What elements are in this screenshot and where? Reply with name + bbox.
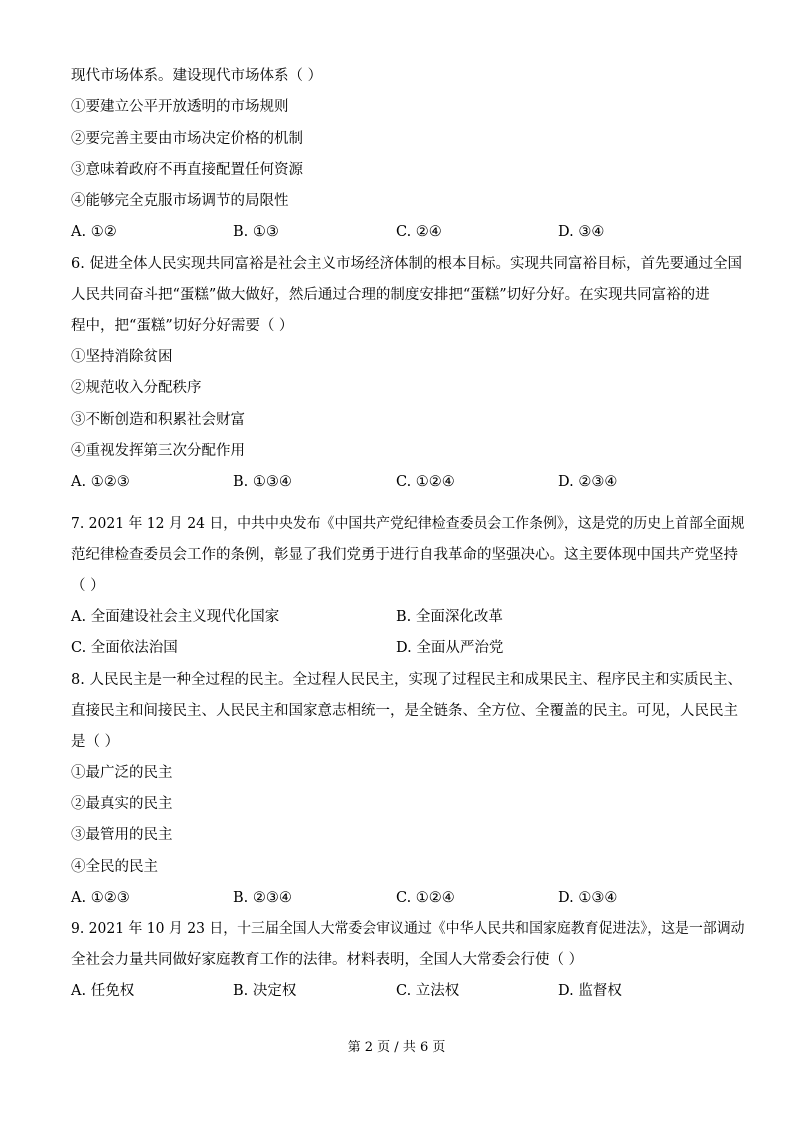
- q8-stem-line-2: 直接民主和间接民主、人民民主和国家意志相统一，是全链条、全方位、全覆盖的民主。可见，人民民主: [71, 703, 738, 719]
- q8-option-c: C. ①②④: [396, 890, 455, 906]
- q8-stem-line-3: 是（ ）: [71, 734, 120, 750]
- q7-option-a: A. 全面建设社会主义现代化国家: [71, 609, 280, 625]
- q6-option-d: D. ②③④: [558, 474, 618, 490]
- q8-item-3: ③最管用的民主: [71, 827, 173, 843]
- q8-item-4: ④全民的民主: [71, 859, 158, 875]
- q5-stem-line: 现代市场体系。建设现代市场体系（ ）: [71, 68, 323, 84]
- q5-item-2: ②要完善主要由市场决定价格的机制: [71, 131, 303, 147]
- q7-option-c: C. 全面依法治国: [71, 640, 178, 656]
- q5-item-3: ③意味着政府不再直接配置任何资源: [71, 162, 303, 178]
- q9-stem-line-1: 9. 2021 年 10 月 23 日，十三届全国人大常委会审议通过《中华人民共和国家庭教育促进法》，这是一部调动: [71, 921, 745, 937]
- q6-item-2: ②规范收入分配秩序: [71, 380, 202, 396]
- q6-item-3: ③不断创造和积累社会财富: [71, 412, 245, 428]
- q5-option-b: B. ①③: [233, 224, 279, 240]
- q7-stem-line-2: 范纪律检查委员会工作的条例，彰显了我们党勇于进行自我革命的坚强决心。这主要体现中国共产党坚持: [71, 547, 738, 563]
- q5-item-4: ④能够完全克服市场调节的局限性: [71, 193, 289, 209]
- q9-option-d: D. 监督权: [558, 983, 622, 999]
- q6-option-b: B. ①③④: [233, 474, 292, 490]
- q6-option-a: A. ①②③: [71, 474, 130, 490]
- q5-option-c: C. ②④: [396, 224, 442, 240]
- q8-option-a: A. ①②③: [71, 890, 130, 906]
- q9-option-a: A. 任免权: [71, 983, 135, 999]
- q9-option-c: C. 立法权: [396, 983, 460, 999]
- q8-option-d: D. ①③④: [558, 890, 618, 906]
- q7-stem-line-1: 7. 2021 年 12 月 24 日，中共中央发布《中国共产党纪律检查委员会工作条例》，这是党的历史上首部全面规: [71, 516, 745, 532]
- q8-option-b: B. ②③④: [233, 890, 292, 906]
- q8-stem-line-1: 8. 人民民主是一种全过程的民主。全过程人民民主，实现了过程民主和成果民主、程序民主和实质民主、: [71, 672, 742, 688]
- q7-stem-line-3: （ ）: [71, 578, 105, 594]
- q6-stem-line-3: 程中，把“蛋糕”切好分好需要（ ）: [71, 318, 294, 334]
- q6-item-1: ①坚持消除贫困: [71, 349, 173, 365]
- q9-stem-line-2: 全社会力量共同做好家庭教育工作的法律。材料表明，全国人大常委会行使（ ）: [71, 952, 584, 968]
- q8-item-1: ①最广泛的民主: [71, 765, 173, 781]
- q7-option-d: D. 全面从严治党: [396, 640, 504, 656]
- q9-option-b: B. 决定权: [233, 983, 297, 999]
- q6-option-c: C. ①②④: [396, 474, 455, 490]
- q6-stem-line-1: 6. 促进全体人民实现共同富裕是社会主义市场经济体制的根本目标。实现共同富裕目标，首先要通过全国: [71, 256, 742, 272]
- q5-option-d: D. ③④: [558, 224, 605, 240]
- q5-option-a: A. ①②: [71, 224, 117, 240]
- q7-option-b: B. 全面深化改革: [396, 609, 503, 625]
- q5-item-1: ①要建立公平开放透明的市场规则: [71, 99, 289, 115]
- page-footer: 第 2 页 / 共 6 页: [347, 1040, 446, 1055]
- q6-item-4: ④重视发挥第三次分配作用: [71, 443, 245, 459]
- q6-stem-line-2: 人民共同奋斗把“蛋糕”做大做好，然后通过合理的制度安排把“蛋糕”切好分好。在实现共同富裕的进: [71, 287, 710, 303]
- q8-item-2: ②最真实的民主: [71, 796, 173, 812]
